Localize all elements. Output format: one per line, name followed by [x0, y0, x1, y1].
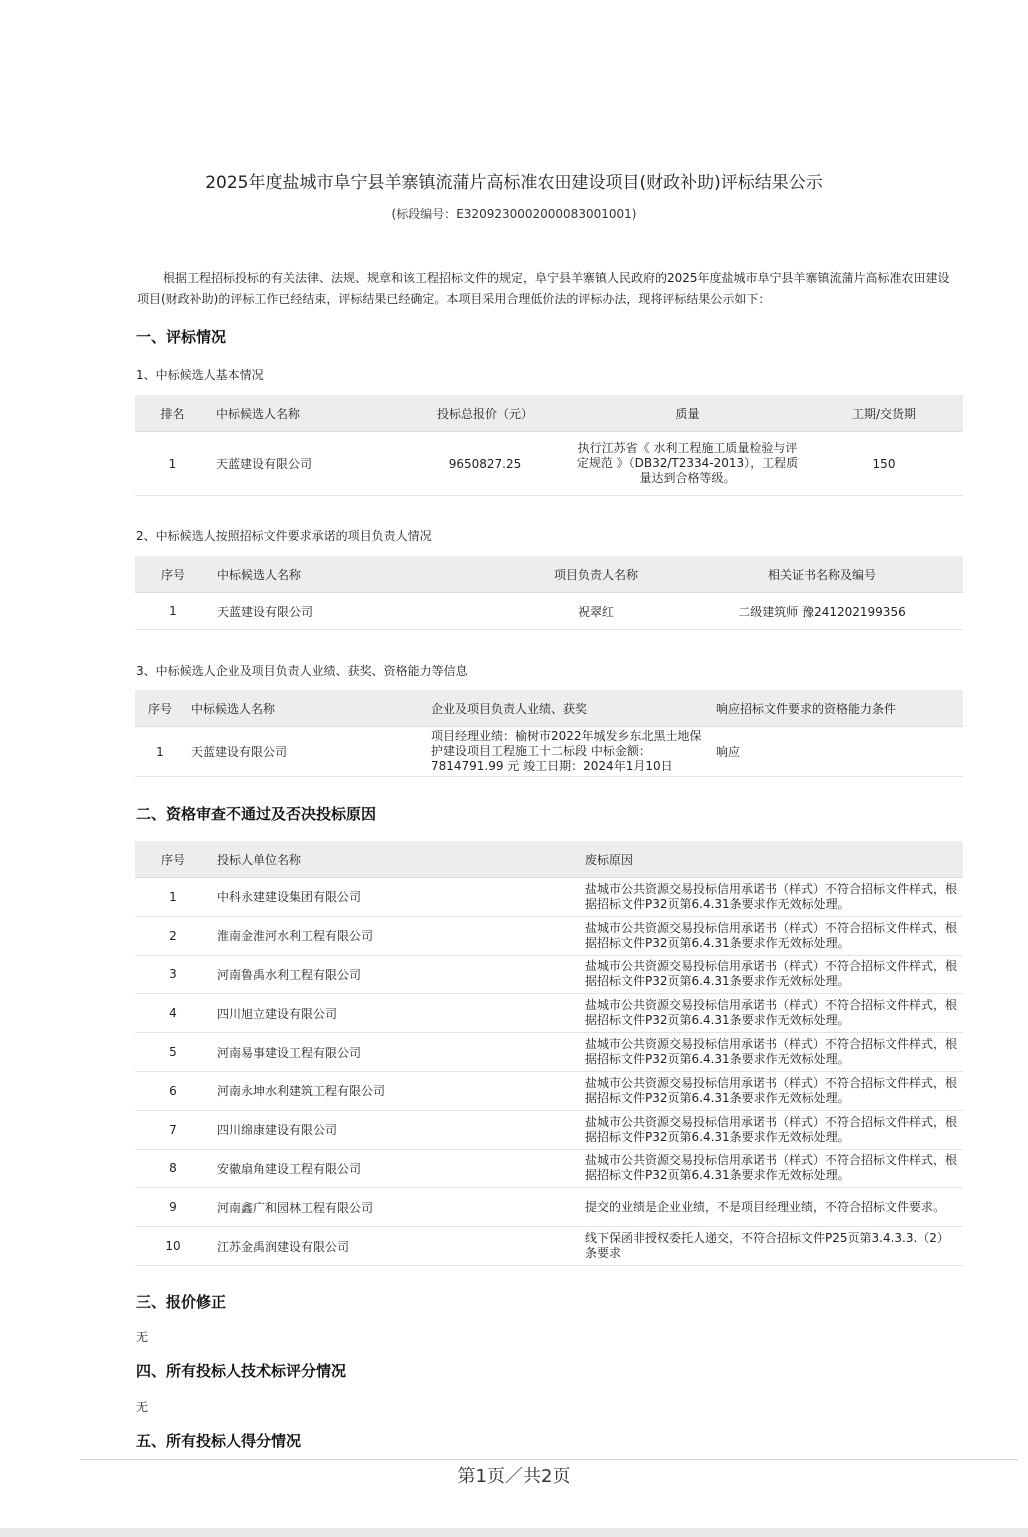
- index-cell: 5: [135, 1033, 211, 1072]
- candidate-name-cell: 天蓝建设有限公司: [185, 727, 425, 777]
- section-heading-technical-score: 四、所有投标人技术标评分情况: [136, 1362, 347, 1380]
- index-cell: 10: [135, 1227, 211, 1266]
- reason-cell: 盐城市公共资源交易投标信用承诺书（样式）不符合招标文件样式，根据招标文件P32页第6.4.31条要求作无效标处理。: [579, 1033, 963, 1072]
- column-header: 投标人单位名称: [211, 841, 579, 878]
- column-header: 中标候选人名称: [185, 690, 425, 727]
- performance-table: [135, 690, 963, 777]
- performance-cell: 项目经理业绩：榆树市2022年城发乡东北黑土地保护建设项目工程施工十二标段 中标金额：7814791.99 元 竣工日期：2024年1月10日: [425, 727, 710, 777]
- bidder-name-cell: 四川绵康建设有限公司: [211, 1110, 579, 1149]
- reason-cell: 线下保函非授权委托人递交，不符合招标文件P25页第3.4.3.3.（2）条要求: [579, 1227, 963, 1266]
- bidder-name-cell: 河南鲁禹水利工程有限公司: [211, 955, 579, 994]
- reason-cell: 盐城市公共资源交易投标信用承诺书（样式）不符合招标文件样式，根据招标文件P32页第6.4.31条要求作无效标处理。: [579, 955, 963, 994]
- index-cell: 8: [135, 1149, 211, 1188]
- section-heading-total-score-cut: 五、所有投标人得分情况: [136, 1432, 302, 1450]
- reason-cell: 盐城市公共资源交易投标信用承诺书（样式）不符合招标文件样式，根据招标文件P32页第6.4.31条要求作无效标处理。: [579, 1149, 963, 1188]
- column-header: 废标原因: [579, 841, 963, 878]
- subsection-project-manager: 2、中标候选人按照招标文件要求承诺的项目负责人情况: [136, 529, 432, 543]
- table-row: [135, 955, 963, 994]
- reason-cell: 盐城市公共资源交易投标信用承诺书（样式）不符合招标文件样式，根据招标文件P32页第6.4.31条要求作无效标处理。: [579, 994, 963, 1033]
- index-cell: 7: [135, 1110, 211, 1149]
- column-header: 序号: [135, 841, 211, 878]
- rejection-table: [135, 841, 963, 1266]
- qualification-cell: 响应: [710, 727, 963, 777]
- reason-cell: 盐城市公共资源交易投标信用承诺书（样式）不符合招标文件样式，根据招标文件P32页第6.4.31条要求作无效标处理。: [579, 878, 963, 917]
- table-row: [135, 727, 963, 777]
- table-header-row: [135, 395, 963, 432]
- table-header-row: [135, 841, 963, 878]
- index-cell: 2: [135, 916, 211, 955]
- column-header: 中标候选人名称: [211, 556, 511, 593]
- intro-paragraph: 根据工程招标投标的有关法律、法规、规章和该工程招标文件的规定，阜宁县羊寨镇人民政府的2025年度盐城市阜宁县羊寨镇流蒲片高标准农田建设项目(财政补助)的评标工作已经结束，评标结果已经确定。本项目采用合理低价法的评标办法，现将评标结果公示如下：: [137, 271, 950, 306]
- bidder-name-cell: 中科永建建设集团有限公司: [211, 878, 579, 917]
- candidate-name-cell: 天蓝建设有限公司: [211, 593, 511, 630]
- column-header: 企业及项目负责人业绩、获奖: [425, 690, 710, 727]
- index-cell: 3: [135, 955, 211, 994]
- certificate-cell: 二级建筑师 豫241202199356: [681, 593, 963, 630]
- subsection-performance: 3、中标候选人企业及项目负责人业绩、获奖、资格能力等信息: [136, 664, 468, 678]
- index-cell: 4: [135, 994, 211, 1033]
- technical-score-content: 无: [136, 1400, 149, 1414]
- candidate-name-cell: 天蓝建设有限公司: [210, 432, 400, 496]
- rank-cell: 1: [135, 432, 210, 496]
- document-title: 2025年度盐城市阜宁县羊寨镇流蒲片高标准农田建设项目(财政补助)评标结果公示: [205, 173, 823, 193]
- column-header: 序号: [135, 690, 185, 727]
- bidder-name-cell: 河南鑫广和园林工程有限公司: [211, 1188, 579, 1227]
- section-heading-rejection: 二、资格审查不通过及否决投标原因: [136, 805, 377, 823]
- bidder-name-cell: 河南永坤水利建筑工程有限公司: [211, 1071, 579, 1110]
- table-row: [135, 1071, 963, 1110]
- table-row: [135, 1033, 963, 1072]
- page-number: 第1页／共2页: [457, 1466, 571, 1487]
- table-row: [135, 1149, 963, 1188]
- reason-cell: 盐城市公共资源交易投标信用承诺书（样式）不符合招标文件样式，根据招标文件P32页第6.4.31条要求作无效标处理。: [579, 1110, 963, 1149]
- table-row: [135, 1188, 963, 1227]
- bidder-name-cell: 安徽扇角建设工程有限公司: [211, 1149, 579, 1188]
- manager-name-cell: 祝翠红: [511, 593, 681, 630]
- column-header: 质量: [570, 395, 805, 432]
- index-cell: 9: [135, 1188, 211, 1227]
- table-row: [135, 1110, 963, 1149]
- footer-divider: [80, 1459, 1018, 1460]
- index-cell: 6: [135, 1071, 211, 1110]
- table-header-row: [135, 690, 963, 727]
- reason-cell: 盐城市公共资源交易投标信用承诺书（样式）不符合招标文件样式，根据招标文件P32页第6.4.31条要求作无效标处理。: [579, 1071, 963, 1110]
- table-row: [135, 994, 963, 1033]
- section-heading-price-correction: 三、报价修正: [136, 1293, 227, 1311]
- table-row: [135, 1227, 963, 1266]
- subsection-candidate-basic: 1、中标候选人基本情况: [136, 368, 264, 382]
- section-heading-evaluation: 一、评标情况: [136, 328, 227, 346]
- reason-cell: 提交的业绩是企业业绩，不是项目经理业绩，不符合招标文件要求。: [579, 1188, 963, 1227]
- reason-cell: 盐城市公共资源交易投标信用承诺书（样式）不符合招标文件样式，根据招标文件P32页第6.4.31条要求作无效标处理。: [579, 916, 963, 955]
- bidder-name-cell: 四川旭立建设有限公司: [211, 994, 579, 1033]
- quality-cell: 执行江苏省《 水利工程施工质量检验与评定规范 》（DB32/T2334-2013），工程质量达到合格等级。: [570, 432, 805, 496]
- column-header: 响应招标文件要求的资格能力条件: [710, 690, 963, 727]
- bidder-name-cell: 河南易事建设工程有限公司: [211, 1033, 579, 1072]
- project-manager-table: [135, 556, 963, 630]
- candidate-basic-table: [135, 395, 963, 496]
- bidder-name-cell: 江苏金禹润建设有限公司: [211, 1227, 579, 1266]
- table-row: [135, 593, 963, 630]
- index-cell: 1: [135, 593, 211, 630]
- column-header: 相关证书名称及编号: [681, 556, 963, 593]
- column-header: 项目负责人名称: [511, 556, 681, 593]
- index-cell: 1: [135, 727, 185, 777]
- column-header: 中标候选人名称: [210, 395, 400, 432]
- table-header-row: [135, 556, 963, 593]
- bid-price-cell: 9650827.25: [400, 432, 570, 496]
- column-header: 投标总报价（元）: [400, 395, 570, 432]
- column-header: 序号: [135, 556, 211, 593]
- column-header: 排名: [135, 395, 210, 432]
- table-row: [135, 432, 963, 496]
- index-cell: 1: [135, 878, 211, 917]
- duration-cell: 150: [805, 432, 963, 496]
- column-header: 工期/交货期: [805, 395, 963, 432]
- table-row: [135, 878, 963, 917]
- price-correction-content: 无: [136, 1330, 149, 1344]
- table-row: [135, 916, 963, 955]
- bidder-name-cell: 淮南金淮河水利工程有限公司: [211, 916, 579, 955]
- bid-section-number: (标段编号：E3209230002000083001001): [391, 207, 637, 221]
